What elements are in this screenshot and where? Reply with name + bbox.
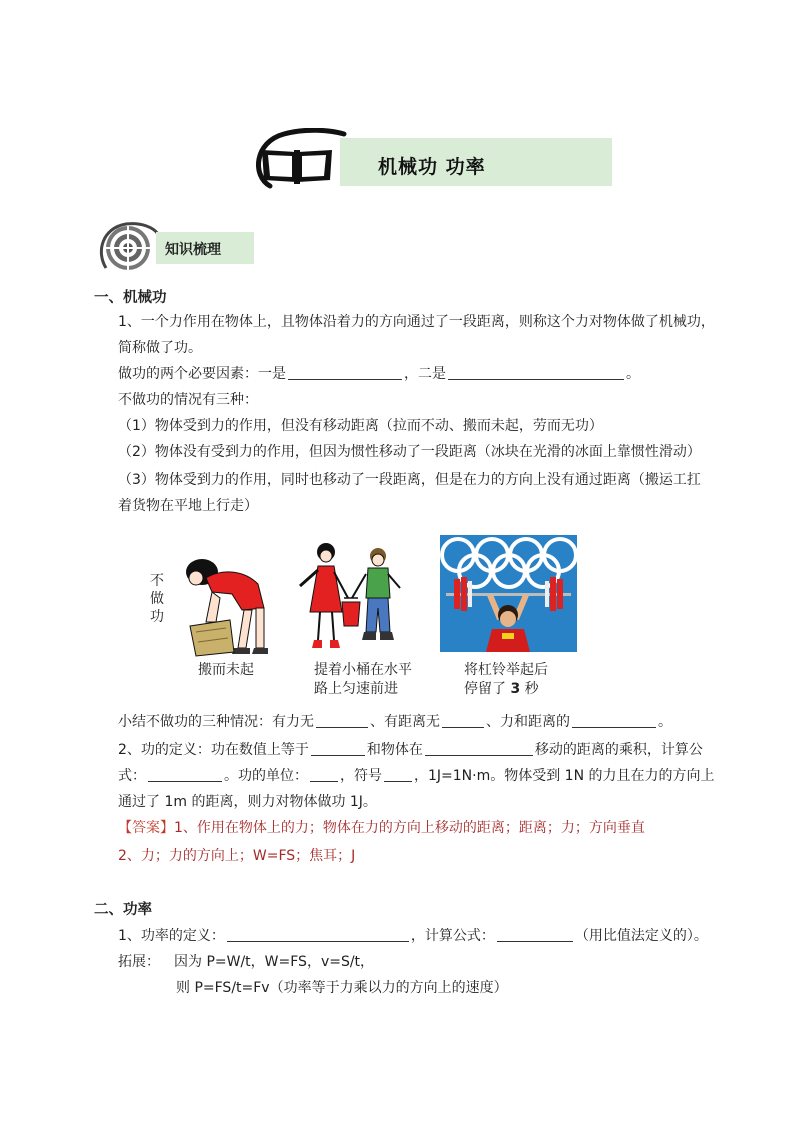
blank-symbol[interactable] <box>384 767 412 782</box>
s2-p1-a: 1、功率的定义： <box>118 928 225 944</box>
s1-case1: （1）物体受到力的作用，但没有移动距离（拉而不动、搬而未起，劳而无功） <box>118 418 603 434</box>
caption-2a: 提着小桶在水平 <box>314 662 412 678</box>
def-b: 和物体在 <box>366 742 423 758</box>
caption-2b: 路上匀速前进 <box>314 681 398 697</box>
factors-b: ，二是 <box>404 366 446 382</box>
summary-d: 。 <box>658 714 672 730</box>
s2-p1-c: （用比值法定义的）。 <box>574 928 708 944</box>
s2-p1-b: ，计算公式： <box>410 928 495 944</box>
blank-factor1[interactable] <box>288 365 402 380</box>
factors-a: 做功的两个必要因素：一是 <box>118 366 286 382</box>
s1-def1 <box>118 740 703 760</box>
ext-label: 拓展： <box>118 954 160 970</box>
book-icon <box>248 128 348 194</box>
blank-def2[interactable] <box>425 741 533 756</box>
blank-factor2[interactable] <box>448 365 624 380</box>
factors-c: 。 <box>626 366 640 382</box>
def2-c: ，符号 <box>340 768 382 784</box>
s2-p1 <box>118 926 708 946</box>
summary-a: 小结不做功的三种情况：有力无 <box>118 714 314 730</box>
s1-case3a: （3）物体受到力的作用，同时也移动了一段距离，但是在力的方向上没有通过距离（搬运工扛 <box>118 472 701 488</box>
target-icon <box>98 218 160 276</box>
ext-a: 因为 P=W/t，W=FS，v=S/t， <box>174 954 375 970</box>
blank-formula[interactable] <box>148 767 222 782</box>
s1-p1b: 简称做了功。 <box>118 340 202 356</box>
s1-case3b: 着货物在平地上行走） <box>118 498 258 514</box>
s1-case2: （2）物体没有受到力的作用，但因为惯性移动了一段距离（冰块在光滑的冰面上靠惯性滑动） <box>118 444 701 460</box>
caption-3b <box>464 680 539 699</box>
blank-summary3[interactable] <box>572 713 656 728</box>
s1-nowork-intro: 不做功的情况有三种： <box>118 392 258 408</box>
section2-heading: 二、功率 <box>94 902 152 918</box>
def-a: 2、功的定义：功在数值上等于 <box>118 742 309 758</box>
s1-answer2: 2、力；力的方向上；W=FS；焦耳；J <box>118 848 356 864</box>
illustration-lifting-box <box>172 548 272 660</box>
s1-answer1 <box>118 818 645 838</box>
side-label: 不做功 <box>150 573 164 625</box>
s1-factors <box>118 364 640 384</box>
s1-summary <box>118 712 672 732</box>
def-c: 移动的距离的乘积，计算公 <box>534 742 703 758</box>
section-badge: 知识梳理 <box>165 242 221 258</box>
blank-def1[interactable] <box>311 741 365 756</box>
def2-b: 。功的单位： <box>224 768 308 784</box>
photo-weightlifter <box>440 535 577 652</box>
s1-p1a: 1、一个力作用在物体上，且物体沿着力的方向通过了一段距离，则称这个力对物体做了机械功， <box>118 314 715 330</box>
page-title: 机械功 功率 <box>378 156 486 178</box>
answer-label: 【答案】 <box>118 820 174 836</box>
answer-1: 1、作用在物体上的力；物体在力的方向上移动的距离；距离；力；方向垂直 <box>174 820 645 836</box>
def2-d: ，1J=1N·m。物体受到 1N 的力且在力的方向上 <box>414 768 715 784</box>
summary-c: 、力和距离的 <box>486 714 570 730</box>
caption-3b-pre: 停留了 <box>464 681 511 697</box>
blank-unit[interactable] <box>310 767 338 782</box>
caption-3b-post: 秒 <box>520 681 539 697</box>
illustration-carrying-bucket <box>292 540 406 656</box>
s2-ext-b: 则 P=FS/t=Fv（功率等于力乘以力的方向上的速度） <box>176 980 508 996</box>
section1-heading: 一、机械功 <box>94 290 167 306</box>
s1-def2 <box>118 766 715 786</box>
caption-3a: 将杠铃举起后 <box>464 662 548 678</box>
blank-summary2[interactable] <box>442 713 484 728</box>
caption-3b-num: 3 <box>510 681 521 697</box>
def2-a: 式： <box>118 768 146 784</box>
caption-1: 搬而未起 <box>198 662 254 678</box>
blank-power-def[interactable] <box>227 927 409 942</box>
blank-summary1[interactable] <box>316 713 368 728</box>
s2-ext <box>118 952 374 972</box>
summary-b: 、有距离无 <box>370 714 440 730</box>
blank-power-formula[interactable] <box>497 927 573 942</box>
s1-def3: 通过了 1m 的距离，则力对物体做功 1J。 <box>118 794 377 810</box>
